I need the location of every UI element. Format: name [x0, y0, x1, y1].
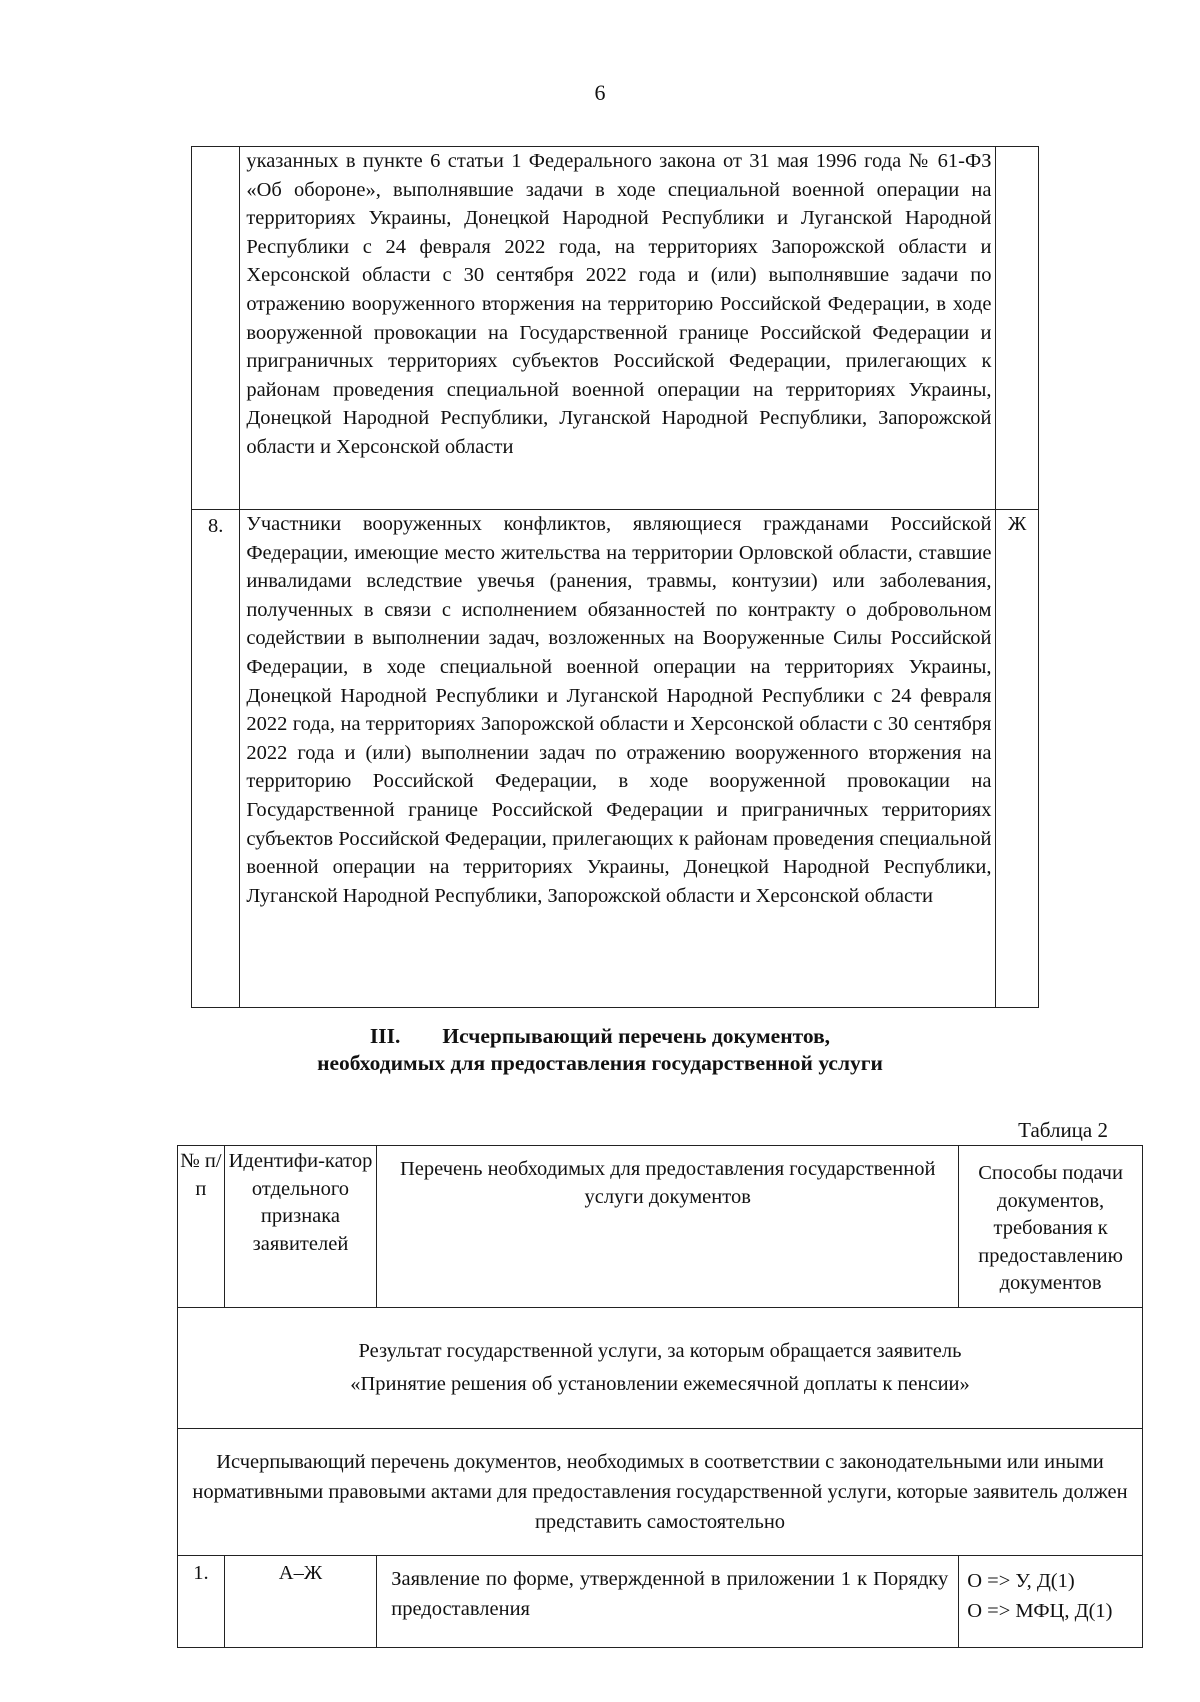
section-title-line1: Исчерпывающий перечень документов, — [442, 1024, 831, 1048]
applicant-categories-table — [191, 146, 1039, 1008]
document-list-row — [178, 1429, 1143, 1556]
row-number-cell — [192, 147, 240, 510]
identifier-cell: А–Ж — [224, 1556, 376, 1648]
table-row — [192, 147, 1039, 510]
header-submission-ways: Способы подачи документов, требования к предоставлению документов — [959, 1146, 1143, 1308]
category-description-cell: указанных в пункте 6 статьи 1 Федерального закона от 31 мая 1996 года № 61-ФЗ «Об обороне», выполнявшие задачи в ходе специальной военной операции на территориях Украины, Донецкой Народной Республики и Луганской Народной Республики с 24 февраля 2022 года, на территориях Запорожской области и Херсонской области с 30 сентября 2022 года и (или) выполнявшие задачи по отражению вооруженного вторжения на территорию Российской Федерации, в ходе вооруженной провокации на Государственной границе Российской Федерации и приграничных территориях субъектов Российской Федерации, прилегающих к районам проведения специальной военной операции на территориях Украины, Донецкой Народной Республики, Луганской Народной Республики, Запорожской области и Херсонской области — [240, 147, 996, 510]
section-heading — [0, 1023, 1200, 1077]
result-line2: «Принятие решения об установлении ежемесячной доплаты к пенсии» — [350, 1373, 970, 1395]
result-cell — [178, 1308, 1143, 1429]
submission-ways-cell — [959, 1556, 1143, 1648]
header-number: № п/п — [178, 1146, 225, 1308]
category-code-cell: Ж — [996, 510, 1039, 1008]
document-cell: Заявление по форме, утвержденной в приложении 1 к Порядку предоставления — [377, 1556, 959, 1648]
document-list-cell: Исчерпывающий перечень документов, необходимых в соответствии с законодательными или иными нормативными правовыми актами для предоставления государственной услуги, которые заявитель должен представить самостоятельно — [178, 1429, 1143, 1556]
table-header-row — [178, 1146, 1143, 1308]
row-number-cell: 1. — [178, 1556, 225, 1648]
section-number: III. — [369, 1024, 401, 1048]
row-number-cell: 8. — [192, 510, 240, 1008]
section-title-line2: необходимых для предоставления государственной услуги — [317, 1051, 883, 1075]
result-line1: Результат государственной услуги, за которым обращается заявитель — [358, 1340, 962, 1362]
documents-table — [177, 1145, 1143, 1648]
submission-way-1: О => У, Д(1) — [967, 1570, 1075, 1592]
result-row — [178, 1308, 1143, 1429]
category-code-cell — [996, 147, 1039, 510]
submission-way-2: О => МФЦ, Д(1) — [967, 1600, 1113, 1622]
table-row — [192, 510, 1039, 1008]
table-row — [178, 1556, 1143, 1648]
header-identifier: Идентифи-катор отдельного признака заявителей — [224, 1146, 376, 1308]
table-caption: Таблица 2 — [1018, 1118, 1108, 1142]
category-description-cell: Участники вооруженных конфликтов, являющиеся гражданами Российской Федерации, имеющие место жительства на территории Орловской области, ставшие инвалидами вследствие увечья (ранения, травмы, контузии) или заболевания, полученных в связи с исполнением обязанностей по контракту о добровольном содействии в выполнении задач, возложенных на Вооруженные Силы Российской Федерации, в ходе специальной военной операции на территориях Украины, Донецкой Народной Республики и Луганской Народной Республики с 24 февраля 2022 года, на территориях Запорожской области и Херсонской области с 30 сентября 2022 года и (или) выполнении задач по отражению вооруженного вторжения на территорию Российской Федерации, в ходе вооруженной провокации на Государственной границе Российской Федерации и приграничных территориях субъектов Российской Федерации, прилегающих к районам проведения специальной военной операции на территориях Украины, Донецкой Народной Республики, Луганской Народной Республики, Запорожской области и Херсонской области — [240, 510, 996, 1008]
header-documents: Перечень необходимых для предоставления государственной услуги документов — [377, 1146, 959, 1308]
page-number: 6 — [594, 80, 606, 105]
